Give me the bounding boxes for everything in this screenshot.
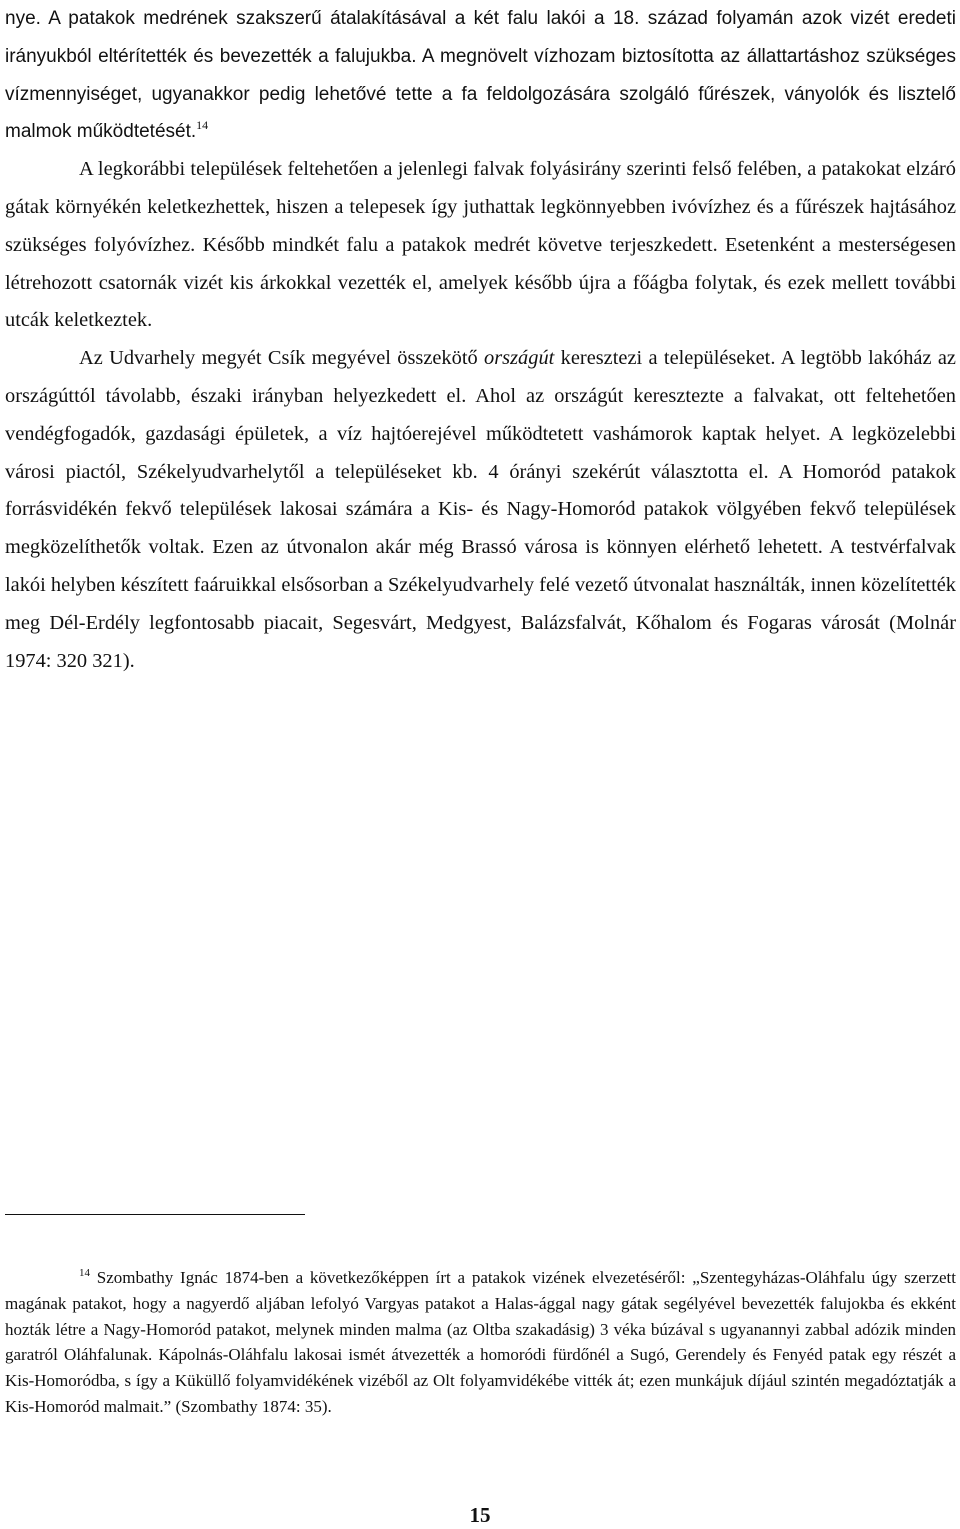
paragraph-2-text: A legkorábbi települések feltehetően a jelenlegi falvak folyásirány szerinti felső felében, a patakokat elzáró gátak környékén keletkezhettek, hiszen a telepesek így juthattak legkönnyebben ivóvízhez és a fűrészek hajtásához szükséges folyóvízhez. Később mindkét falu a patakok medrét követve terjeszkedett. Esetenként a mesterségesen létrehozott csatornák vizét kis árkokkal vezették el, amelyek később újra a főágba folytak, és ezek mellett további utcák keletkeztek. xyxy=(5,158,956,332)
footnote xyxy=(5,1265,956,1420)
footnote-number: 14 xyxy=(79,1267,90,1279)
footnote-reference[interactable]: 14 xyxy=(196,118,209,133)
paragraph-3-text-end: keresztezi a településeket. A legtöbb lakóház az országúttól távolabb, északi irányban helyezkedett el. Ahol az országút keresztezte a falvakat, ott feltehetően vendégfogadók, gazdasági épületek, a víz hajtóerejével működtetett vashámorok kaptak helyet. A legközelebbi városi piactól, Székelyudvarhelytől a településeket kb. 4 órányi szekérút választotta el. A Homoród patakok forrásvidékén fekvő települések lakosai számára a Kis- és Nagy-Homoród patakok völgyében fekvő települések megközelíthetők voltak. Ezen az útvonalon akár még Brassó városa is könnyen elérhető lehetett. A testvérfalvak lakói helyben készített faáruikkal elsősorban a Székelyudvarhely felé vezető útvonalat használták, innen közelítették meg Dél-Erdély legfontosabb piacait, Segesvárt, Medgyest, Balázsfalvát, Kőhalom és Fogaras városát (Molnár 1974: 320 321). xyxy=(5,347,956,672)
paragraph-1 xyxy=(5,0,956,151)
main-text xyxy=(5,0,956,680)
paragraph-3-text-start: Az Udvarhely megyét Csík megyével összekötő xyxy=(79,347,485,370)
page-number: 15 xyxy=(469,1503,491,1527)
paragraph-1-text: nye. A patakok medrének szakszerű átalakításával a két falu lakói a 18. század folyamán azok vizét eredeti irányukból eltérítették és bevezették a falujukba. A megnövelt vízhozam biztosította az állattartáshoz szükséges vízmennyiséget, ugyanakkor pedig lehetővé tette a fa feldolgozására szolgáló fűrészek, ványolók és lisztelő malmok működtetését. xyxy=(5,8,956,143)
paragraph-3-italic-term: országút xyxy=(484,347,555,370)
footnote-separator xyxy=(5,1214,305,1215)
footnote-text: Szombathy Ignác 1874-ben a következőképpen írt a patakok vizének elvezetéséről: „Szentegyházas-Oláhfalu úgy szerzett magának patakot, hogy a nagyerdő aljában lefolyó Vargyas patakot a Halas-ággal nagy gátak segélyével bevezették falujokba és ekként hozták létre a Nagy-Homoród patakot, melynek minden malma (az Oltba szakadásig) 3 véka búzával s ugyanannyi zabbal adózik minden garatról Oláhfalunak. Kápolnás-Oláhfalu lakosai ismét átvezették a homoródi fürdőnél a Sugó, Gerendely és Fenyéd patak egy részét a Kis-Homoródba, s így a Küküllő folyamvidékének vizéből az Olt folyamvidékébe vitték át; ezen munkájuk díjául szintén megadóztatják a Kis-Homoród malmait.” (Szombathy 1874: 35). xyxy=(5,1268,956,1416)
paragraph-3 xyxy=(5,340,956,680)
paragraph-2 xyxy=(5,151,956,340)
